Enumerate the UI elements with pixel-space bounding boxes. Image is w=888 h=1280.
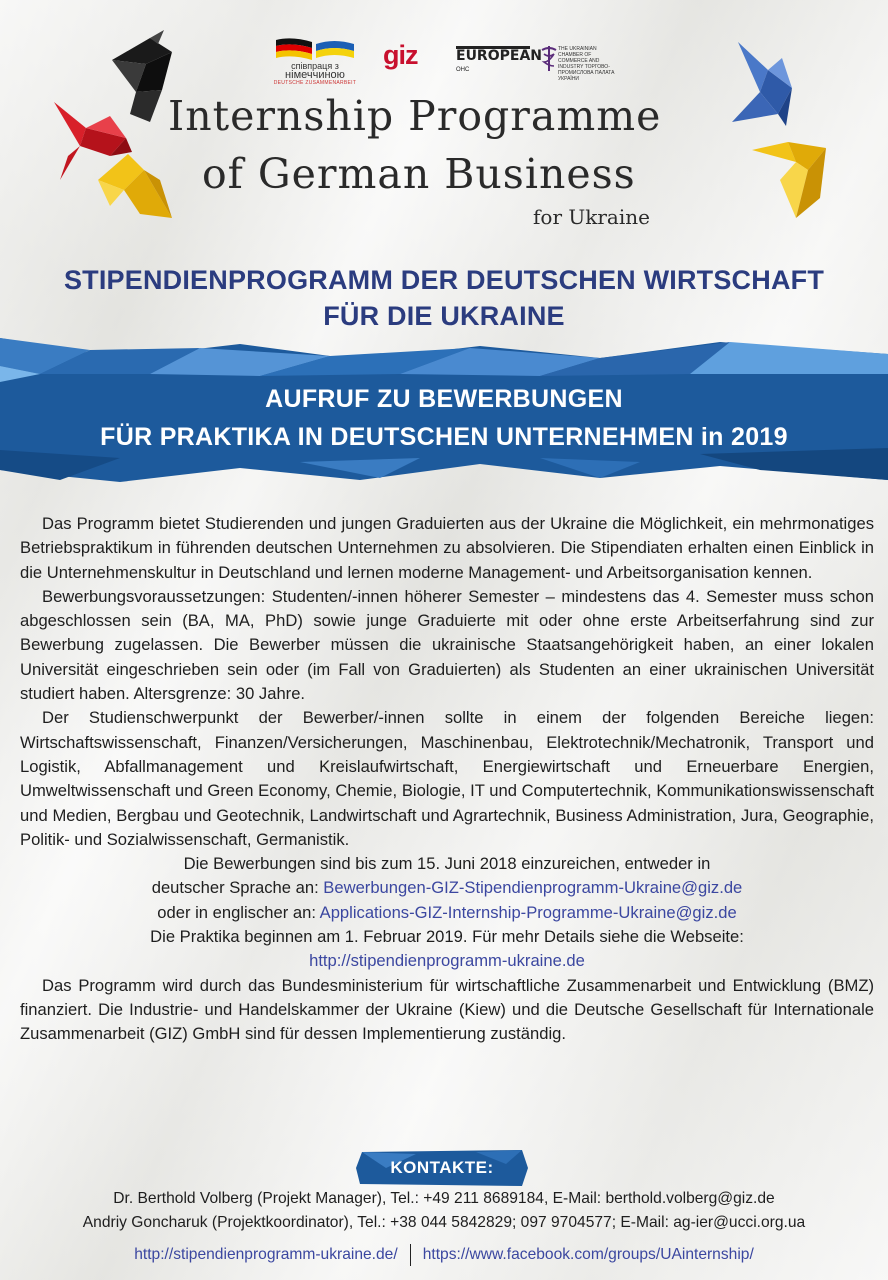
banner-line1: AUFRUF ZU BEWERBUNGEN xyxy=(265,385,623,413)
subtitle-line2: FÜR DIE UKRAINE xyxy=(323,301,565,331)
paragraph-intro: Das Programm bietet Studierenden und jungen Graduierten aus der Ukraine die Möglichkeit, ein mehrmonatiges Betriebspraktikum in führenden deutschen Unternehmen zu absolvieren. Die Stipendiaten erhalten einen Einblick in die Unternehmenskultur in Deutschland und lernen moderne Management- und Arbeitsorganisation kennen. xyxy=(20,514,874,582)
call-for-applications-heading xyxy=(0,380,888,456)
website-link[interactable]: http://stipendienprogramm-ukraine.de xyxy=(309,951,585,971)
contact-line2: Andriy Goncharuk (Projektkoordinator), Tel.: +38 044 5842829; 097 9704577; E-Mail: ag-ier@ucci.org.ua xyxy=(82,1214,806,1231)
title-line1: Internship Programme xyxy=(168,92,662,140)
contact-line1: Dr. Berthold Volberg (Projekt Manager), Tel.: +49 211 8689184, E-Mail: berthold.volberg@giz.de xyxy=(113,1190,775,1207)
footer-links xyxy=(0,1244,888,1266)
program-subtitle xyxy=(0,262,888,334)
giz-logo: giz xyxy=(383,40,418,70)
caduceus-icon xyxy=(540,44,558,72)
footer-facebook-link[interactable]: https://www.facebook.com/groups/UAinternship/ xyxy=(422,1246,754,1264)
german-email-link[interactable]: Bewerbungen-GIZ-Stipendienprogramm-Ukraine@giz.de xyxy=(323,878,743,898)
cooperation-logo-text xyxy=(272,62,358,80)
title-line3: for Ukraine xyxy=(533,205,650,229)
title-line2: of German Business xyxy=(202,150,636,198)
paragraph-funding: Das Programm wird durch das Bundesministerium für wirtschaftliche Zusammenarbeit und Entwicklung (BMZ) finanziert. Die Industrie- und Handelskammer der Ukraine (Kiew) und die Deutsche Gesellschaft für Internationale Zusammenarbeit (GIZ) GmbH sind für dessen Implementierung zuständig. xyxy=(20,975,874,1044)
cooperation-line1: співпраця з xyxy=(291,61,339,71)
cooperation-sub: DEUTSCHE ZUSAMMENARBEIT xyxy=(273,80,357,86)
european-logo: EUROPEAN xyxy=(456,48,542,64)
english-email-prefix: oder in englischer an: xyxy=(157,902,320,922)
ucci-logo-text: THE UKRAINIAN CHAMBER OF COMMERCE AND INDUSTRY ТОРГОВО-ПРОМИСЛОВА ПАЛАТА УКРАЇНИ xyxy=(558,46,615,82)
website-line xyxy=(20,949,874,973)
start-line: Die Praktika beginnen am 1. Februar 2019. Für mehr Details siehe die Webseite: xyxy=(150,927,744,947)
deadline-line: Die Bewerbungen sind bis zum 15. Juni 2018 einzureichen, entweder in xyxy=(183,854,711,874)
english-email-link[interactable]: Applications-GIZ-Internship-Programme-Ukraine@giz.de xyxy=(319,902,737,922)
german-email-prefix: deutscher Sprache an: xyxy=(151,878,324,898)
subtitle-line1: STIPENDIENPROGRAMM DER DEUTSCHEN WIRTSCHAFT xyxy=(63,265,825,295)
kontakte-heading: KONTAKTE: xyxy=(390,1158,494,1177)
footer-separator xyxy=(410,1244,411,1266)
paragraph-requirements: Bewerbungsvoraussetzungen: Studenten/-innen höherer Semester – mindestens das 4. Semester muss schon abgeschlossen sein (BA, MA, PhD) sowie junge Graduierte mit oder ohne erste Arbeitserfahrung sind zur Bewerbung zugelassen. Die Bewerber müssen die ukrainische Staatsangehörigkeit haben, an einer lokalen Universität eingeschrieben sein oder (im Fall von Graduierten) als Studenten an einer ukrainischen Universität studiert haben. Altersgrenze: 30 Jahre. xyxy=(20,586,874,704)
cooperation-line2: німеччиною xyxy=(285,69,345,81)
german-email-line xyxy=(20,876,874,900)
paragraph-fields: Der Studienschwerpunkt der Bewerber/-innen sollte in einem der folgenden Bereiche liegen: Wirtschaftswissenschaft, Finanzen/Versicherungen, Maschinenbau, Elektrotechnik/Mechatronik, Transport und Logistik, Abfallmanagement und Kreislaufwirtschaft, Energiewirtschaft und Erneuerbare Energien, Umweltwissenschaft und Green Economy, Chemie, Biologie, IT und Computertechnik, Kommunikationswissenschaft und Medien, Bergbau und Geotechnik, Landwirtschaft und Agrartechnik, Business Administration, Jura, Geographie, Politik- und Sozialwissenschaft, Germanistik. xyxy=(20,708,874,849)
origami-birds-right xyxy=(722,30,852,230)
european-logo-sub: ОНС xyxy=(456,67,470,73)
banner-line2: FÜR PRAKTIKA IN DEUTSCHEN UNTERNEHMEN in 2019 xyxy=(100,423,788,451)
english-email-line xyxy=(20,901,874,925)
body-text xyxy=(20,512,874,1047)
footer-website-link[interactable]: http://stipendienprogramm-ukraine.de/ xyxy=(134,1246,398,1264)
